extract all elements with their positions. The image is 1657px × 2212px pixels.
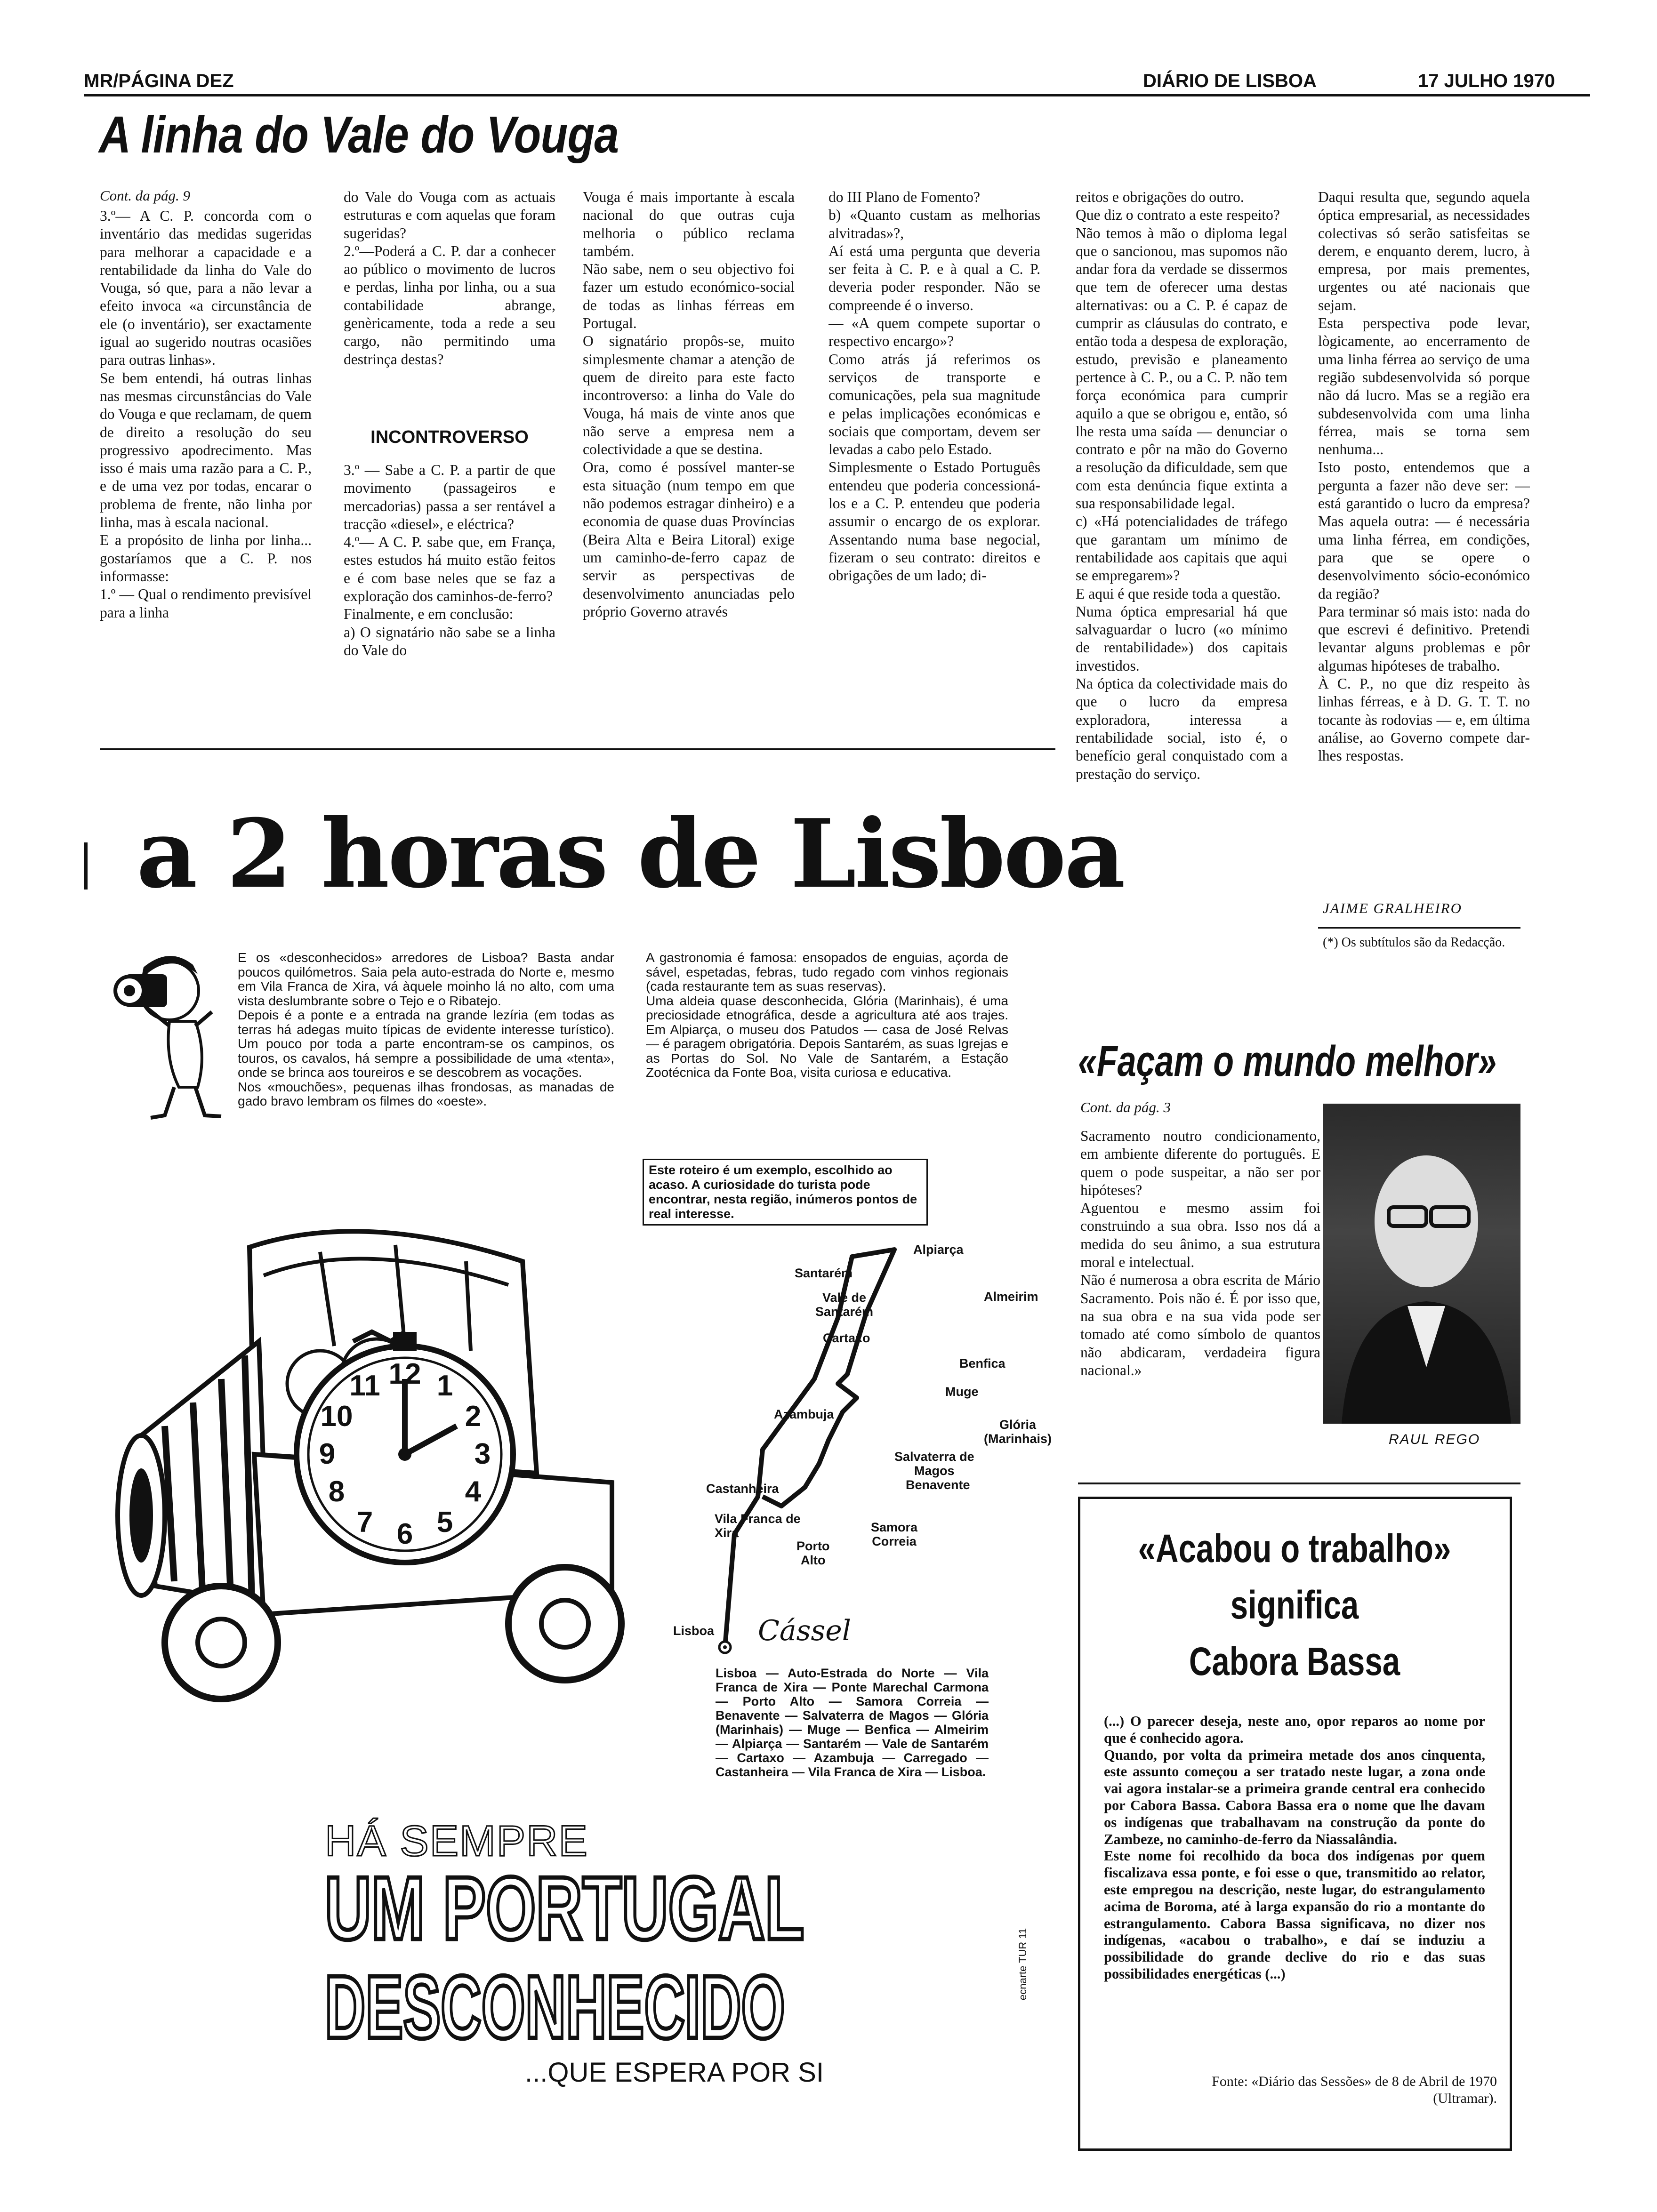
- map-city-gloria: Glória (Marinhais): [984, 1418, 1052, 1446]
- map-city-samora: Samora Correia: [871, 1520, 918, 1548]
- map-city-lisboa: Lisboa: [673, 1624, 715, 1638]
- clock-6: 6: [396, 1518, 413, 1550]
- subhead-incontroverso: INCONTROVERSO: [370, 427, 529, 447]
- article-column-5: reitos e obrigações do outro. Que diz o contrato a este respeito? Não temos à mão o diploma legal que o sancionou, mas supomos não andar fora da verdade se dissermos que tem de oferecer uma destas alternativas: ou a C. P. é capaz de cumprir as cláusulas do contrato, e então toda a despesa de exploração, estudo, previsão e planeamento pertence à C. P., ou a C. P. não tem força económica para cumprir aquilo a que se obrigou e, então, só lhe resta uma saída — denunciar o contrato e pôr na mão do Governo a resolução da dificuldade, sem que com esta denúncia fique extinta a sua responsabilidade legal. c) «Há potencialidades de tráfego que garantam um mínimo de rentabilidade aos capitais que aqui se empregarem»? E aqui é que reside toda a questão. Numa óptica empresarial há que salvaguardar o lucro («o mínimo de rentabilidade») dos capitais investidos. Na óptica da colectividade mais do que o lucro da empresa exploradora, interessa a rentabilidade social, isto é, o benefício geral conquistado com a prestação do serviço.: [1076, 189, 1287, 782]
- clock-10: 10: [320, 1400, 353, 1433]
- newspaper-name: DIÁRIO DE LISBOA: [1143, 71, 1317, 91]
- clock-12: 12: [388, 1358, 421, 1390]
- map-city-santarem: Santarém: [795, 1266, 853, 1280]
- article3-source: Fonte: «Diário das Sessões» de 8 de Abril de 1970 (Ultramar).: [1212, 2074, 1497, 2106]
- masthead-rule: [84, 94, 1590, 96]
- portrait-caption: RAUL REGO: [1389, 1432, 1480, 1447]
- clock-1: 1: [436, 1370, 453, 1402]
- clock-8: 8: [328, 1475, 345, 1508]
- route-map: [697, 1242, 1054, 1666]
- section-label: MR/PÁGINA DEZ: [84, 71, 234, 91]
- map-city-alpiarca: Alpiarça: [913, 1242, 964, 1257]
- article-column-1: 3.º— A C. P. concorda com o inventário das medidas sugeridas para melhorar a capacidade e a rentabilidade da linha do Vale do Vouga, só que, para a não levar a efeito invoca «a circunstância de ele (o inventário), ser exactamente igual ao sugerido noutras ocasiões para outras linhas». Se bem entendi, há outras linhas nas mesmas circunstâncias do Vale do Vouga e que reclamam, de quem de direito a resolução do seu progressivo apodrecimento. Mas isso é mais uma razão para a C. P., e de uma vez por todas, encarar o problema de frente, não linha por linha, mas à escala nacional. E a propósito de linha por linha... gostaríamos que a C. P. nos informasse: 1.º — Qual o rendimento previsível para a linha: [100, 208, 312, 621]
- ad-text-right: A gastronomia é famosa: ensopados de enguias, açorda de sável, espetadas, febras, tudo regado com vinhos regionais (cada restaurante tem as suas reservas). Uma aldeia quase desconhecida, Glória (Marinhais), é uma preciosidade etnográfica, desde a agricultura até aos trajes. Em Alpiarça, o museu dos Patudos — casa de José Relvas — é paragem obrigatória. Depois Santarém, as suas Igrejas e as Portas do Sol. No Vale de Santarém, a Estação Zootécnica da Fonte Boa, visita curiosa e educativa.: [646, 951, 1008, 1080]
- article-column-4: do III Plano de Fomento? b) «Quanto custam as melhorias alvitradas»?, Aí está uma pergunta que deveria ser feita à C. P. e à qual a C. P. deveria poder responder. Não se compreende é o inverso. — «A quem compete suportar o respectivo encargo»? Como atrás já referimos os serviços de transporte e comunicações, pela sua magnitude e pelas implicações económicas e sociais que comportam, devem ser levadas a cabo pelo Estado. Simplesmente o Estado Português entendeu que poderia concessioná-los e a C. P. entendeu que poderia assumir o encargo de os explorar. Assentando numa base negocial, fizeram o seu contrato: direitos e obrigações de um lado; di-: [828, 189, 1040, 584]
- article-column-6: Daqui resulta que, segundo aquela óptica empresarial, as necessidades colectivas só serão satisfeitas se derem, e enquanto derem, lucro, à empresa, por mais prementes, urgentes ou até nacionais que sejam. Esta perspectiva pode levar, lògicamente, ao encerramento de uma linha férrea ao serviço de uma região subdesenvolvida só porque não dá lucro. Mas se a região era subdesenvolvida com uma linha férrea, mais se torna sem nenhuma... Isto posto, entendemos que a pergunta a fazer não deve ser: — está garantido o lucro da empresa? Mas aquela outra: — é necessária uma linha férrea, em condições, para que se opere o desenvolvimento sócio-económico da região? Para terminar só mais isto: nada do que escrevi é definitivo. Pretendi levantar alguns problemas e pôr algumas hipóteses de trabalho. À C. P., no que diz respeito às linhas férreas, e à D. G. T. T. no tocante às rodovias — e, em última análise, ao Governo compete dar-lhes respostas.: [1318, 189, 1530, 764]
- car-clock-illustration: [99, 1191, 744, 1713]
- clock-2: 2: [465, 1400, 482, 1433]
- article-column-2b: 3.º — Sabe a C. P. a partir de que movimento (passageiros e mercadorias) passa a ser rentável a tracção «diesel», e eléctrica? 4.º— A C. P. sabe que, em França, estes estudos há muito estão feitos e é com base neles que se faz a exploração dos caminhos-de-ferro? Finalmente, e em conclusão: a) O signatário não sabe se a linha do Vale do: [344, 462, 555, 658]
- tagline-small: HÁ SEMPRE: [325, 1817, 588, 1865]
- map-city-vale: Vale de Santarém: [815, 1290, 874, 1319]
- article2-title: «Façam o mundo melhor»: [1078, 1037, 1497, 1085]
- map-city-porto: Porto Alto: [796, 1539, 830, 1567]
- map-city-castanheira: Castanheira: [706, 1482, 779, 1496]
- ad-headline-mark: [84, 842, 88, 890]
- article-column-3: Vouga é mais importante à escala nacional do que outras cuja melhoria o público reclama também. Não sabe, nem o seu objectivo foi fazer um estudo económico-social de todas as linhas férreas em Portugal. O signatário propôs-se, muito simplesmente chamar a atenção de quem de direito para este facto incontroverso: a linha do Vale do Vouga, há mais de vinte anos que não serve a empresa nem a colectividade a que se destina. Ora, como é possível manter-se esta situação (num tempo em que não podemos estragar dinheiro) e a economia de quase duas Províncias (Beira Alta e Beira Litoral) exige um caminho-de-ferro capaz de servir as perspectivas de desenvolvimento anunciadas pelo próprio Governo através: [583, 189, 795, 620]
- map-city-cartaxo: Cartaxo: [823, 1331, 870, 1345]
- map-city-muge: Muge: [945, 1385, 979, 1399]
- map-city-benavente: Benavente: [906, 1478, 970, 1492]
- clock-3: 3: [474, 1438, 491, 1470]
- cartoon-photographer: [99, 946, 235, 1125]
- clock-9: 9: [319, 1438, 336, 1470]
- portrait-silhouette: [1323, 1104, 1520, 1424]
- ad-headline: a 2 horas de Lisboa: [137, 799, 1124, 909]
- tagline-big-2: DESCONHECIDO: [325, 1957, 785, 2057]
- map-city-benfica: Benfica: [959, 1356, 1005, 1370]
- tagline-big-1: UM PORTUGAL: [325, 1859, 804, 1958]
- article2-cont-note: Cont. da pág. 3: [1080, 1099, 1171, 1115]
- article-author: JAIME GRALHEIRO: [1323, 900, 1462, 916]
- clock-4: 4: [465, 1475, 482, 1508]
- clock-7: 7: [356, 1506, 373, 1539]
- article-bottom-rule: [100, 748, 1055, 750]
- map-city-azambuja: Azambuja: [774, 1407, 834, 1421]
- tagline-end: ...QUE ESPERA POR SI: [525, 2057, 824, 2088]
- portrait-photo: [1323, 1104, 1520, 1424]
- ad-note-box: Este roteiro é um exemplo, escolhido ao acaso. A curiosidade do turista pode encontrar, nesta região, inúmeros pontos de real interesse.: [643, 1159, 928, 1226]
- clock-5: 5: [436, 1506, 453, 1539]
- article3-title-line3: Cabora Bassa: [1189, 1639, 1400, 1683]
- footnote-rule: [1318, 927, 1520, 929]
- issue-date: 17 JULHO 1970: [1418, 71, 1555, 91]
- ad-credit: ecnarte TUR 11: [1017, 1928, 1029, 2000]
- article3-body: (...) O parecer deseja, neste ano, opor reparos ao nome por que é conhecido agora. Quando, por volta da primeira metade dos anos cinquenta, este assunto começou a ser tratado neste lugar, a zona onde vai agora instalar-se a primeira grande central era conhecido por Cabora Bassa. Cabora Bassa era o nome que lhe davam os indígenas que trabalhavam na construção da ponte do Zambeze, no caminho-de-ferro da Niassalândia. Este nome foi recolhido da boca dos indígenas por quem fiscalizava essa ponte, e foi esse o que, transmitido ao relator, este empregou na descrição, neste lugar, do estrangulamento acima de Boroma, até à larga expansão do rio a montante do estrangulamento. Cabora Bassa significava, no dizer nos indígenas, «acabou o trabalho», e daí se induziu a possibilidade do grande declive do rio e das suas possibilidades energéticas (...): [1104, 1713, 1485, 1982]
- cont-note: Cont. da pág. 9: [100, 187, 191, 204]
- article-title: A linha do Vale do Vouga: [99, 106, 619, 164]
- article2-divider: [1078, 1483, 1520, 1484]
- article-footnote: (*) Os subtítulos são da Redacção.: [1323, 935, 1505, 950]
- article-column-2a: do Vale do Vouga com as actuais estruturas e com aquelas que foram sugeridas? 2.º—Poderá a C. P. dar a conhecer ao público o movimento de lucros e perdas, linha por linha, ou a sua contabilidade abrange, genèricamente, toda a rede a seu cargo, não permitindo uma destrinça destas?: [344, 189, 555, 368]
- ad-route-text: Lisboa — Auto-Estrada do Norte — Vila Franca de Xira — Ponte Marechal Carmona — Porto Alto — Samora Correia — Benavente — Salvaterra de Magos — Glória (Marinhais) — Muge — Benfica — Almeirim — Alpiarça — Santarém — Vale de Santarém — Cartaxo — Azambuja — Carregado — Castanheira — Vila Franca de Xira — Lisboa.: [716, 1666, 989, 1779]
- article2-body: Sacramento noutro condicionamento, em ambiente diferente do português. E quem o pode suspeitar, a não ser por hipóteses? Aguentou e mesmo assim foi construindo a sua obra. Isso nos dá a medida do seu ânimo, a sua estrutura moral e intelectual. Não é numerosa a obra escrita de Mário Sacramento. Pois não é. É por isso que, na sua obra e na sua vida pode ser tomado até como símbolo de quantos não abdicaram, verdadeira figura nacional.»: [1080, 1128, 1320, 1378]
- map-city-salvaterra: Salvaterra de Magos: [894, 1450, 974, 1478]
- ad-text-left: E os «desconhecidos» arredores de Lisboa? Basta andar poucos quilómetros. Saia pela auto-estrada do Norte e, mesmo em Vila Franca de Xira, vá àquele moinho lá no alto, com uma vista deslumbrante sobre o Tejo e o Ribatejo. Depois é a ponte e a entrada na grande lezíria (em todas as terras há adegas muito típicas de evidente interesse turístico). Um pouco por toda a parte encontram-se os campinos, os touros, os cavalos, há sempre a possibilidade de uma «tenta», onde se brinca aos toureiros e se descobrem as vocações. Nos «mouchões», pequenas ilhas frondosas, as manadas de gado bravo lembram os filmes do «oeste».: [238, 951, 614, 1108]
- map-city-almeirim: Almeirim: [984, 1290, 1038, 1304]
- clock-11: 11: [349, 1370, 380, 1402]
- ad-signature: Cássel: [758, 1614, 851, 1647]
- map-city-vfx: Vila Franca de Xira: [715, 1512, 801, 1540]
- article3-title-line1: «Acabou o trabalho»: [1138, 1526, 1451, 1571]
- article3-title-line2: significa: [1230, 1583, 1359, 1627]
